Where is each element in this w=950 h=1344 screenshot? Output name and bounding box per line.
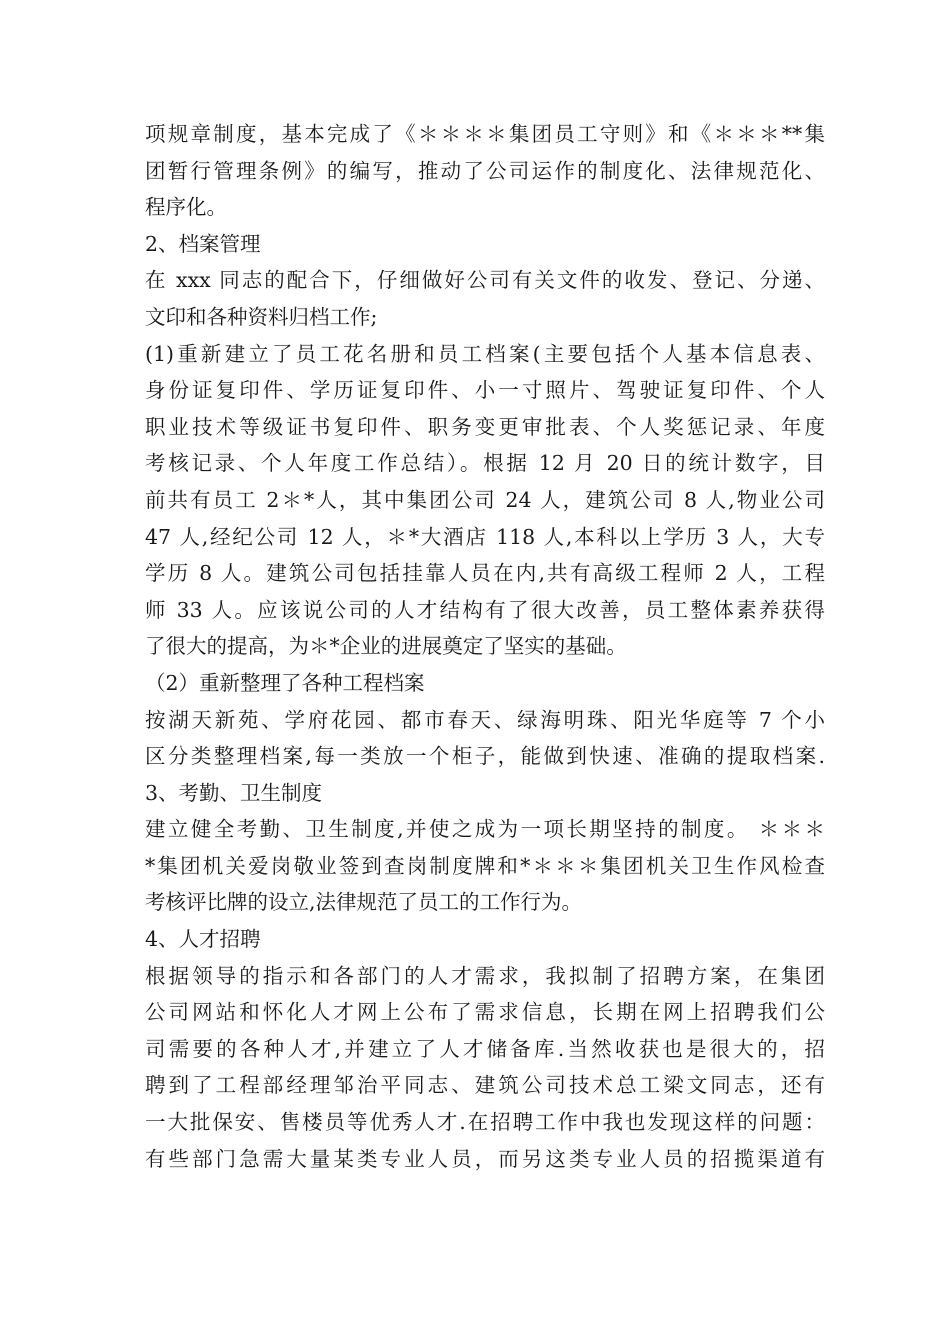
text-line: 2、档案管理: [145, 231, 261, 256]
text-line: 师 33 人。应该说公司的人才结构有了很大改善，员工整体素养获得: [145, 597, 825, 622]
text-line: 按湖天新苑、学府花园、都市春天、绿海明珠、阳光华庭等 7 个小: [145, 707, 825, 732]
text-line: 团暂行管理条例》的编写，推动了公司运作的制度化、法律规范化、: [145, 158, 825, 183]
text-line: (1)重新建立了员工花名册和员工档案(主要包括个人基本信息表、: [145, 341, 825, 366]
text-line: 公司网站和怀化人才网上公布了需求信息，长期在网上招聘我们公: [145, 1000, 825, 1025]
text-line: *集团机关爱岗敬业签到查岗制度牌和*＊＊＊集团机关卫生作风检查: [145, 853, 825, 878]
text-line: 聘到了工程部经理邹治平同志、建筑公司技术总工梁文同志，还有: [145, 1073, 825, 1098]
text-line: 建立健全考勤、卫生制度,并使之成为一项长期坚持的制度。 ＊＊＊: [145, 817, 825, 842]
text-line: 4、人才招聘: [145, 927, 261, 952]
text-line: 文印和各种资料归档工作;: [145, 304, 378, 329]
text-line: 根据领导的指示和各部门的人才需求，我拟制了招聘方案，在集团: [145, 963, 825, 988]
text-line: 3、考勤、卫生制度: [145, 780, 323, 805]
text-line: 在 xxx 同志的配合下，仔细做好公司有关文件的收发、登记、分递、: [145, 268, 825, 293]
text-line: 司需要的各种人才,并建立了人才储备库.当然收获也是很大的，招: [145, 1036, 825, 1061]
text-line: 一大批保安、售楼员等优秀人才.在招聘工作中我也发现这样的问题：: [145, 1110, 825, 1135]
text-line: 学历 8 人。建筑公司包括挂靠人员在内,共有高级工程师 2 人，工程: [145, 561, 825, 586]
text-line: 有些部门急需大量某类专业人员，而另这类专业人员的招揽渠道有: [145, 1146, 825, 1171]
text-line: 考核记录、个人年度工作总结）。根据 12 月 20 日的统计数字，目: [145, 451, 825, 476]
text-line: 区分类整理档案,每一类放一个柜子，能做到快速、准确的提取档案.: [145, 744, 825, 769]
body-text: [145, 116, 825, 1177]
text-line: 项规章制度，基本完成了《＊＊＊＊集团员工守则》和《＊＊＊**集: [145, 122, 825, 146]
text-line: 程序化。: [145, 195, 227, 220]
text-line: （2）重新整理了各种工程档案: [145, 670, 425, 695]
text-line: 了很大的提高，为＊*企业的进展奠定了坚实的基础。: [145, 634, 627, 659]
text-line: 47 人,经纪公司 12 人，＊*大酒店 118 人,本科以上学历 3 人，大专: [145, 524, 825, 549]
text-line: 考核评比牌的设立,法律规范了员工的工作行为。: [145, 890, 583, 915]
text-line: 职业技术等级证书复印件、职务变更审批表、个人奖惩记录、年度: [145, 414, 825, 439]
text-line: 身份证复印件、学历证复印件、小一寸照片、驾驶证复印件、个人: [145, 378, 825, 403]
text-line: 前共有员工 2＊*人，其中集团公司 24 人，建筑公司 8 人,物业公司: [145, 487, 825, 512]
